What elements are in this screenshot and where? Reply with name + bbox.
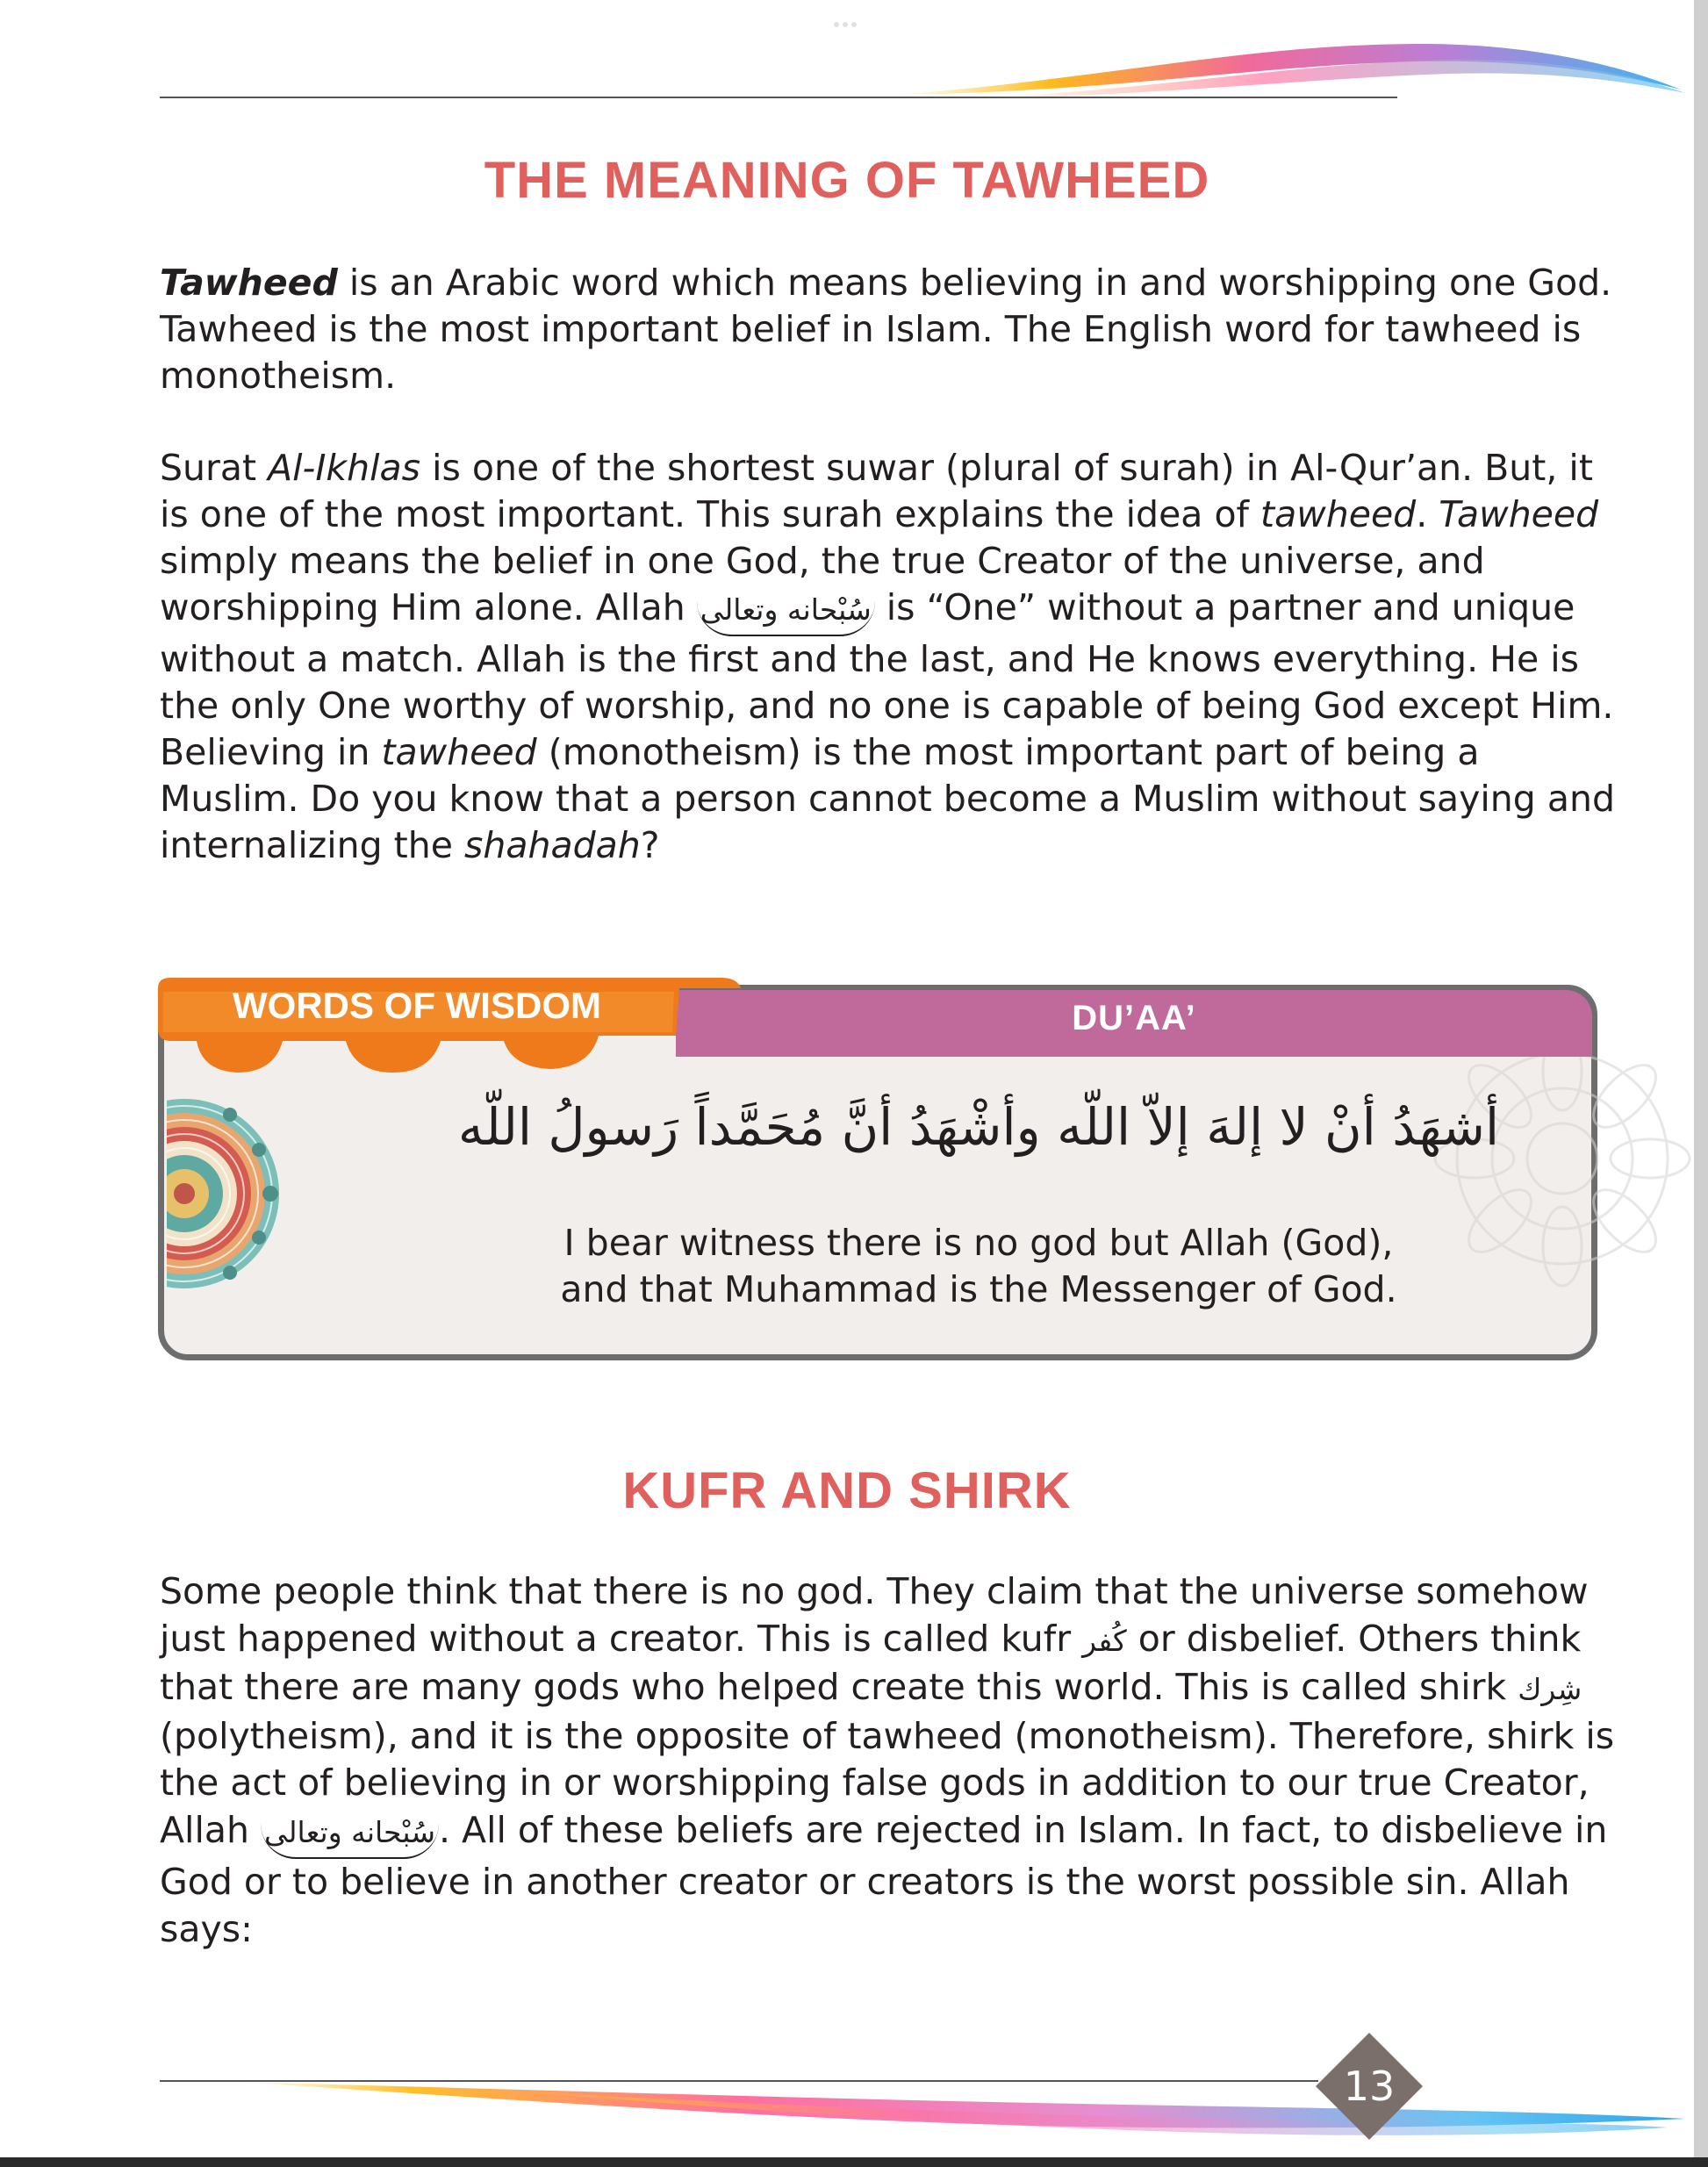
text: or disbelief. Others think that there are many gods who helped create this world. This is called shirk (160, 1617, 1582, 1708)
text: is one of the shortest suwar (plural of surah) in Al-Qur’an. But, it is one of the most important. This surah explains the idea of (160, 447, 1593, 535)
arabic-honorific: سُبْحانه وتعالى (261, 1809, 439, 1860)
term-tawheed: Tawheed (160, 262, 338, 304)
text-italic: tawheed (381, 731, 537, 773)
words-of-wisdom-label: WORDS OF WISDOM (233, 985, 601, 1026)
bottom-swoosh (158, 2064, 1694, 2143)
text-italic: tawheed (1260, 493, 1417, 535)
mandala-ornament (167, 1088, 281, 1299)
text: Surat (160, 447, 269, 489)
arabic-kufr: كُفر (1082, 1623, 1127, 1658)
page-number: 13 (1343, 2063, 1396, 2110)
page-handle-dots (834, 16, 869, 23)
text-italic: shahadah (463, 824, 641, 866)
text-italic: Tawheed (1439, 493, 1599, 535)
section-title-tawheed: THE MEANING OF TAWHEED (484, 152, 1210, 209)
text: Some people think that there is no god. They claim that the universe somehow just happened without a creator. This is called kufr (160, 1570, 1589, 1660)
arabic-honorific: سُبْحانه وتعالى (697, 586, 875, 636)
text: . All of these beliefs are rejected in Islam. In fact, to disbelieve in God or to believe in another creator or creators is the worst possible sin. Allah says: (160, 1808, 1608, 1950)
paragraph-tawheed-definition (160, 260, 1617, 399)
text: ? (640, 824, 660, 866)
translation-line-2: and that Muhammad is the Messenger of God. (560, 1268, 1397, 1310)
text: (monotheism) is the most important part of being a Muslim. Do you know that a person cannot become a Muslim without saying and internalizing the (160, 731, 1615, 866)
text: simply means the belief in one God, the true Creator of the universe, and worshipping Him alone. Allah (160, 540, 1485, 628)
viewer-edge (1694, 0, 1708, 2167)
translation-line-1: I bear witness there is no god but Allah (God), (563, 1222, 1394, 1264)
text: is “One” without a partner and unique without a match. Allah is the first and the last, and He knows everything. He is the only One worthy of worship, and no one is capable of being God except Him. Believing in (160, 586, 1614, 773)
text: (polytheism), and it is the opposite of tawheed (monotheism). Therefore, shirk is the act of believing in or worshipping false gods in addition to our true Creator, Allah (160, 1714, 1615, 1851)
viewer-bottom-edge (0, 2157, 1708, 2167)
shahadah-arabic: أشهَدُ أنْ لا إلهَ إلاّ اللّه وأشْهَدُ أنَّ مُحَمَّداً رَسولُ اللّه (457, 1097, 1500, 1157)
top-swoosh (878, 18, 1694, 114)
words-of-wisdom-box (158, 974, 1597, 1360)
paragraph-kufr-shirk (160, 1568, 1617, 1953)
paragraph-al-ikhlas (160, 445, 1617, 869)
text: . (1416, 493, 1439, 535)
text: is an Arabic word which means believing in and worshipping one God. Tawheed is the most important belief in Islam. The English word for tawheed is monotheism. (160, 262, 1612, 397)
section-title-kufr-shirk: KUFR AND SHIRK (622, 1462, 1072, 1519)
arabic-shirk: شِرك (1518, 1672, 1582, 1706)
shahadah-translation (421, 1220, 1536, 1313)
text-italic: Al-Ikhlas (268, 447, 421, 489)
duaa-label: DU’AA’ (1072, 999, 1196, 1037)
